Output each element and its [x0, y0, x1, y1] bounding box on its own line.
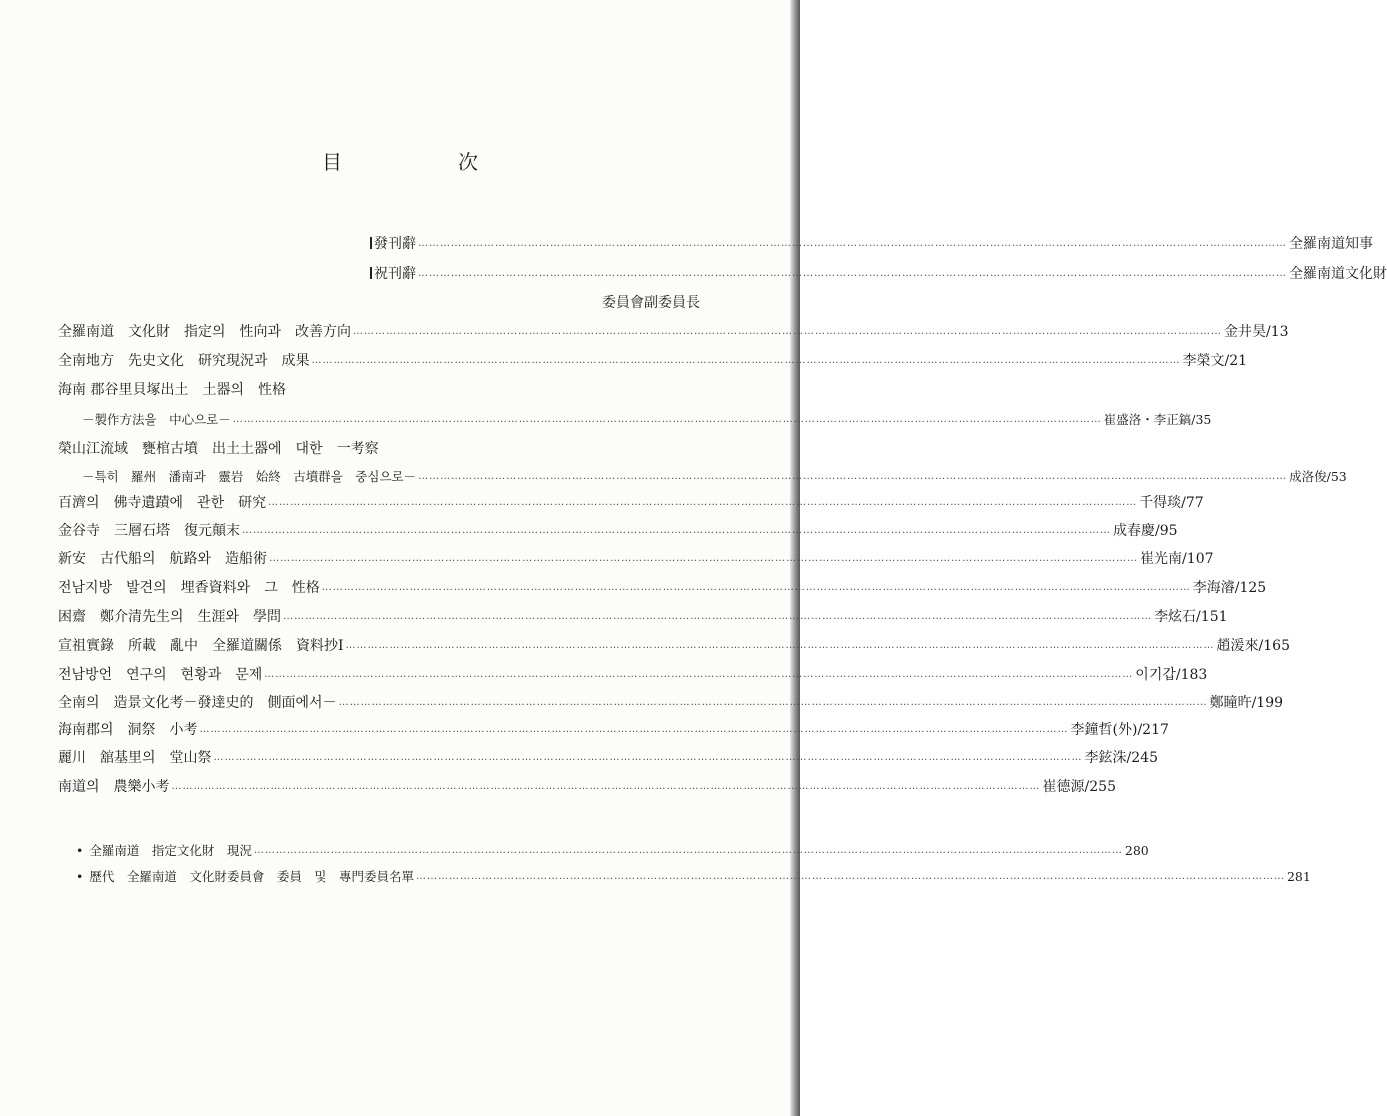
entry-page: 151: [1200, 609, 1228, 625]
dot-leader: …………………………………………………………………………………………………………………………………………………………………………………………………………………: [269, 553, 1139, 564]
entry-page: 165: [1263, 638, 1290, 654]
front-author: 全羅南道文化財: [1289, 266, 1387, 282]
bullet-icon: •: [76, 869, 84, 884]
entry-page: 107: [1186, 551, 1214, 567]
front-title: 發刊辭: [374, 236, 416, 252]
entry-title: 全羅南道 文化財 指定의 性向과 改善方向: [58, 324, 352, 340]
entry-title: 困齋 鄭介清先生의 生涯와 學問: [58, 609, 282, 625]
dot-leader: …………………………………………………………………………………………………………………………………………………………………………………………………………………: [311, 355, 1181, 366]
entry-author: 趙湲來/: [1216, 638, 1264, 654]
entry-author: 李炫石/: [1154, 609, 1201, 625]
dot-leader: …………………………………………………………………………………………………………………………………………………………………………………………………………………: [264, 669, 1134, 680]
entry-page: 13: [1270, 324, 1289, 340]
entry-page: 255: [1089, 779, 1116, 795]
entry-title: 百濟의 佛寺遺蹟에 관한 研究: [58, 495, 267, 511]
dot-leader: …………………………………………………………………………………………………………………………………………………………………………………………………………………: [242, 525, 1111, 536]
dot-leader: …………………………………………………………………………………………………………………………………………………………………………………………………………………: [283, 611, 1153, 622]
appendix-entry: [76, 840, 1149, 862]
entry-author: 成洛俊/: [1289, 469, 1331, 484]
front-author: 委員會副委員長: [602, 295, 700, 311]
entry-author: 李鉉洙/: [1084, 750, 1132, 766]
front-matter-item: [370, 233, 1373, 255]
entry-page: 183: [1180, 667, 1208, 683]
toc-entry-subtitle: [82, 466, 1347, 488]
entry-title: 海南郡의 洞祭 小考: [58, 722, 198, 738]
entry-title: 전남방언 연구의 현황과 문제: [58, 667, 263, 683]
entry-author: 李海濬/: [1192, 580, 1240, 596]
appendix-title: 歷代 全羅南道 文化財委員會 委員 및 專門委員名單: [89, 869, 414, 884]
toc-entry: [58, 321, 1289, 343]
dot-leader: …………………………………………………………………………………………………………………………………………………………………………………………………………………: [253, 845, 1123, 856]
dot-leader: …………………………………………………………………………………………………………………………………………………………………………………………………………………: [268, 497, 1138, 508]
appendix-page: 280: [1124, 843, 1149, 858]
entry-title: 宣祖實錄 所載 亂中 全羅道關係 資料抄Ⅰ: [58, 638, 344, 654]
appendix-entry: [76, 866, 1311, 888]
page-title: 目 次: [322, 150, 526, 174]
bullet-icon: •: [76, 843, 84, 858]
dot-leader: …………………………………………………………………………………………………………………………………………………………………………………………………………………: [415, 871, 1285, 882]
dot-leader: …………………………………………………………………………………………………………………………………………………………………………………………………………………: [418, 471, 1288, 482]
entry-title: 전남지방 발견의 埋香資料와 그 性格: [58, 580, 320, 596]
toc-entry: [58, 776, 1116, 798]
appendix-page: 281: [1286, 869, 1311, 884]
checkbox-square-icon: [370, 267, 372, 279]
toc-entry: [58, 520, 1178, 542]
entry-title: 全南의 造景文化考－發達史的 側面에서－: [58, 695, 337, 711]
entry-page: 53: [1330, 469, 1347, 484]
dot-leader: …………………………………………………………………………………………………………………………………………………………………………………………………………………: [418, 238, 1287, 249]
entry-author: 이기갑/: [1135, 667, 1181, 683]
entry-page: 35: [1195, 412, 1212, 427]
dot-leader: …………………………………………………………………………………………………………………………………………………………………………………………………………………: [321, 582, 1191, 593]
entry-page: 217: [1142, 722, 1169, 738]
front-matter-item: [370, 263, 1387, 285]
toc-entry: [58, 350, 1248, 372]
dot-leader: …………………………………………………………………………………………………………………………………………………………………………………………………………………: [199, 724, 1069, 735]
entry-title: 新安 古代船의 航路와 造船術: [58, 551, 268, 567]
toc-entry: [58, 577, 1267, 599]
entry-title: 全南地方 先史文化 研究現況과 成果: [58, 353, 310, 369]
entry-title: 榮山江流域 甕棺古墳 出土土器에 대한 一考察: [58, 441, 379, 457]
entry-title: 海南 郡谷里貝塚出土 土器의 性格: [58, 382, 286, 398]
toc-entry: [58, 664, 1208, 686]
entry-title: 麗川 舘基里의 堂山祭: [58, 750, 212, 766]
dot-leader: …………………………………………………………………………………………………………………………………………………………………………………………………………………: [345, 640, 1215, 651]
front-title: 祝刊辭: [374, 266, 416, 282]
entry-page: 95: [1159, 523, 1178, 539]
toc-entry: [58, 747, 1158, 769]
dot-leader: …………………………………………………………………………………………………………………………………………………………………………………………………………………: [232, 414, 1102, 425]
entry-page: 77: [1185, 495, 1204, 511]
appendix-title: 全羅南道 指定文化財 現況: [89, 843, 252, 858]
entry-author: 金井昊/: [1224, 324, 1271, 340]
front-matter-item: [370, 292, 700, 314]
toc-entry: [58, 692, 1284, 714]
toc-entry: [58, 379, 700, 401]
toc-entry: [58, 492, 1204, 514]
entry-author: 千得琰/: [1139, 495, 1186, 511]
checkbox-square-icon: [370, 237, 372, 249]
front-author: 全羅南道知事: [1289, 236, 1373, 252]
dot-leader: …………………………………………………………………………………………………………………………………………………………………………………………………………………: [171, 781, 1041, 792]
toc-entry: [58, 719, 1169, 741]
entry-title: 金谷寺 三層石塔 復元顛末: [58, 523, 240, 539]
entry-title: －특히 羅州 潘南과 靈岩 始終 古墳群을 중심으로－: [82, 469, 417, 484]
toc-entry: [58, 438, 700, 460]
dot-leader: …………………………………………………………………………………………………………………………………………………………………………………………………………………: [338, 697, 1208, 708]
toc-entry: [58, 606, 1228, 628]
toc-entry: [58, 635, 1290, 657]
entry-author: 成春慶/: [1113, 523, 1160, 539]
entry-page: 245: [1131, 750, 1158, 766]
dot-leader: …………………………………………………………………………………………………………………………………………………………………………………………………………………: [418, 268, 1287, 279]
entry-author: 崔盛洛・李正鎬/: [1103, 412, 1196, 427]
entry-title: －製作方法을 中心으로－: [82, 412, 231, 427]
toc-entry: [58, 548, 1214, 570]
entry-page: 125: [1239, 580, 1267, 596]
entry-page: 21: [1229, 353, 1248, 369]
entry-author: 李鐘哲(外)/: [1070, 722, 1143, 738]
dot-leader: …………………………………………………………………………………………………………………………………………………………………………………………………………………: [353, 326, 1223, 337]
entry-author: 鄭瞳旿/: [1209, 695, 1257, 711]
entry-author: 崔光南/: [1140, 551, 1187, 567]
dot-leader: …………………………………………………………………………………………………………………………………………………………………………………………………………………: [213, 752, 1083, 763]
entry-page: 199: [1256, 695, 1284, 711]
entry-author: 崔德源/: [1042, 779, 1090, 795]
entry-title: 南道의 農樂小考: [58, 779, 170, 795]
entry-author: 李榮文/: [1182, 353, 1230, 369]
toc-entry-subtitle: [82, 409, 1212, 431]
